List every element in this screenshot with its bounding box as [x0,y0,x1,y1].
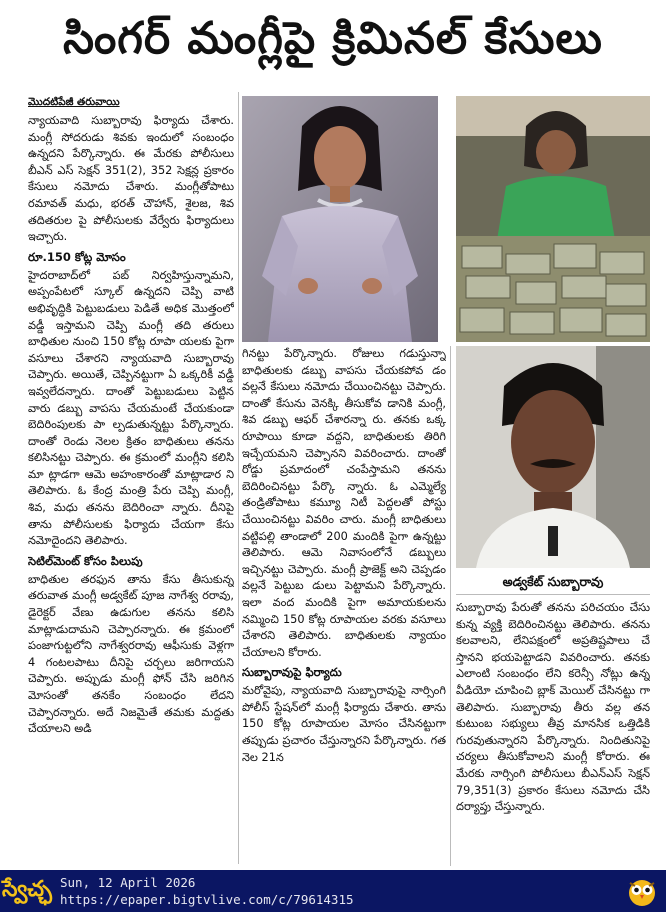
paragraph: మరోవైపు, న్యాయవాది సుబ్బారావుపై నార్సింగి పోలీస్ స్టేషన్‌లో మంగ్లీ ఫిర్యాదు చేశారు. తాను 150 కోట్ల రూపాయల మోసం చేసినట్టుగా తప్పుడు ప్రచారం చేస్తున్నారని పేర్కొన్నారు. గత నెల 21న [242,684,446,764]
advocate-photo [456,346,650,568]
paragraph: న్యాయవాది సుబ్బారావు ఫిర్యాదు చేశారు. మంగ్లీ సోదరుడు శివకు ఇందులో సంబంధం ఉన్నదని పేర్కొన్నారు. ఈ మేరకు పోలీసులు బీఎన్ ఎస్ సెక్షన్ 351(2), 352 సెక్షన్ల ప్రకారం కేసులు నమోదు చేశారు. మంగ్లీతోపాటు రమావత్ మధు, భరత్ చౌహాన్, శైలజ, శివ తదితరుల పై పోలీసులకు వేర్వేరు ఫిర్యాదులు ఇచ్చారు. [28,114,234,244]
subheading-settlement: సెటిల్‌మెంట్ కోసం పిలుపు [28,553,143,568]
column-middle [242,346,446,866]
photo-caption: అడ్వకేట్ సుబ్బారావు [502,574,604,589]
edition-date: Sun, 12 April 2026 [60,875,196,890]
paragraph: బాధితుల తరఫున తాను కేసు తీసుకున్న తరువాత మంగ్లీ అడ్వకేట్ పూజ నాగేశ్వ రరావు, డైరెక్టర్ వేణు ఉడుగుల తనను కలిసి మాట్లాడుదామని చెప్పారన్నారు. ఈ క్రమంలో పంజాగుట్టలోని నాగేశ్వరరావు ఆఫీసుకు వెళ్లగా 4 గంటలపాటు దీనిపై చర్చలు జరిగాయని చెప్పారు. అప్పుడు మంగ్లీ ఫోన్ చేసి జరిగిన మోసంతో తనకేం సంబంధం లేదని చెప్పారన్నారు. అదే నిజమైతే తమకు మద్దతు చేయాలని అడి [28,572,234,736]
epaper-link[interactable]: https://epaper.bigtvlive.com/c/79614315 [60,892,354,907]
singer-photo [242,96,438,342]
column-divider [238,92,239,864]
column-divider [450,346,451,866]
column-left [28,92,234,866]
subheading-complaint: సుబ్బారావుపై ఫిర్యాదు [242,665,342,680]
cash-photo [456,96,650,342]
caption-rule [456,594,650,595]
footer-bar [0,870,666,912]
headline: సింగర్ మంగ్లీపై క్రిమినల్ కేసులు [63,13,603,64]
paragraph: హైదరాబాద్‌లో పబ్ నిర్వహిస్తున్నామని, అప్పంపేటలో స్కూల్ ఉన్నదని చెప్పి వాటి అభివృద్ధికి పెట్టుబడులు పెడితే అధిక మొత్తంలో వడ్డీ ఇస్తామని చెప్పి మంగ్లీ తది తరులు బాధితుల నుంచి 150 కోట్ల రూపా యలకు పైగా వసూలు చేశారని న్యాయవాది సుబ్బారావు చెప్పారు. అయితే, చెప్పినట్టుగా ఏ ఒక్కరికీ వడ్డీ ఇవ్వలేదన్నారు. దాంతో పెట్టుబడులు పెట్టిన వారు డబ్బు వాపసు చేయమంటే చేయకుండా బెదిరింపులకు పా ల్పడుతున్నట్టు పేర్కొన్నారు. దాంతో రెండు నెలల క్రితం బాధితులు తనను కలిసినట్టు చెప్పారు. ఈ క్రమంలో మంగ్లీని కలిసి మా ట్లాడగా ఆమె అహంకారంతో మాట్లాడార ని తెలిపారు. ఓ కేంద్ర మంత్రి పేరు చెప్పి మంగ్లీ, శివ, మధు తనను బెదిరించా న్నారు. దీనిపై తాను పోలీసులకు ఫిర్యాదు చేయగా కేసు నమోదైందని తెలిపారు. [28,268,234,548]
column-right [456,600,650,866]
owl-icon [626,875,658,907]
paragraph: సుబ్బారావు పేరుతో తనను పరిచయం చేసు కున్న వ్యక్తి బెదిరించినట్టు తెలిపారు. తనను కలవాలని, లేనిపక్షంలో అప్రతిష్టపాలు చే స్తానని భయపెట్టాడని వివరించారు. తనకు ఎలాంటి సంబంధం లేని కరెన్సీ నోట్లు ఉన్న వీడియో చూపించి బ్లాక్ మెయిల్ చేసినట్టు గా తెలిపారు. సుబ్బారావు తీరు వల్ల తన కుటుంబ సభ్యులు తీవ్ర మానసిక ఒత్తిడికి గురవుతున్నారని పేర్కొన్నారు. నిందితునిపై చర్యలు తీసుకోవాలని మంగ్లీ కోరారు. ఈ మేరకు నార్సింగి పోలీసులు బీఎన్ఎస్ సెక్షన్ 79,351(3) ప్రకారం కేసులు నమోదు చేసి దర్యాప్తు చేస్తున్నారు. [456,601,650,814]
publication-logo: స్వేచ్ఛ [2,875,52,902]
paragraph: గినట్టు పేర్కొన్నారు. రోజులు గడుస్తున్నా బాధితులకు డబ్బు వాపసు చేయకపోవ డం వల్లనే కేసులు నమోదు చేయించినట్టు చెప్పారు. దాంతో కేసును వెనక్కి తీసుకోవ డానికి మంగ్లీ, శివ డబ్బు ఆఫర్ చేశారన్నా రు. తనకు ఒక్క రూపాయి కూడా వద్దని, బాధితులకు తిరిగి ఇచ్చేయమని చెప్పానని వివరించారు. దాంతో రోడ్డు ప్రమాదంలో చంపేస్తామని తనను బెదిరించినట్టు పేర్కొ న్నారు. ఓ ఎమ్మెల్యే తండ్రితోపాటు కమ్యూ నిటీ పెద్దలతో పోస్టు చేయించినట్టు వివరిం చారు. మంగ్లీ బాధితులు వట్టిపల్లి తాండాలో 200 మందికి పైగా ఉన్నట్టు తెలిపారు. ఆమె నివాసంలోనే డబ్బులు ఇచ్చినట్టు చెప్పారు. మంగ్లీ ప్రాజెక్ట్ అని చెప్పడం వల్లనే పెట్టుబ డులు పెట్టామని పేర్కొన్నారు. ఇలా వంద మందికి పైగా అమాయకులను నమ్మించి 150 కోట్ల రూపాయల వరకు వసూలు చేశారని తెలిపారు. బాధితులకు న్యాయం చేయాలని కోరారు. [242,347,446,659]
subheading-fraud: రూ.150 కోట్ల మోసం [28,249,126,264]
continued-label: మొదటిపేజీ తరువాయి [28,96,120,108]
